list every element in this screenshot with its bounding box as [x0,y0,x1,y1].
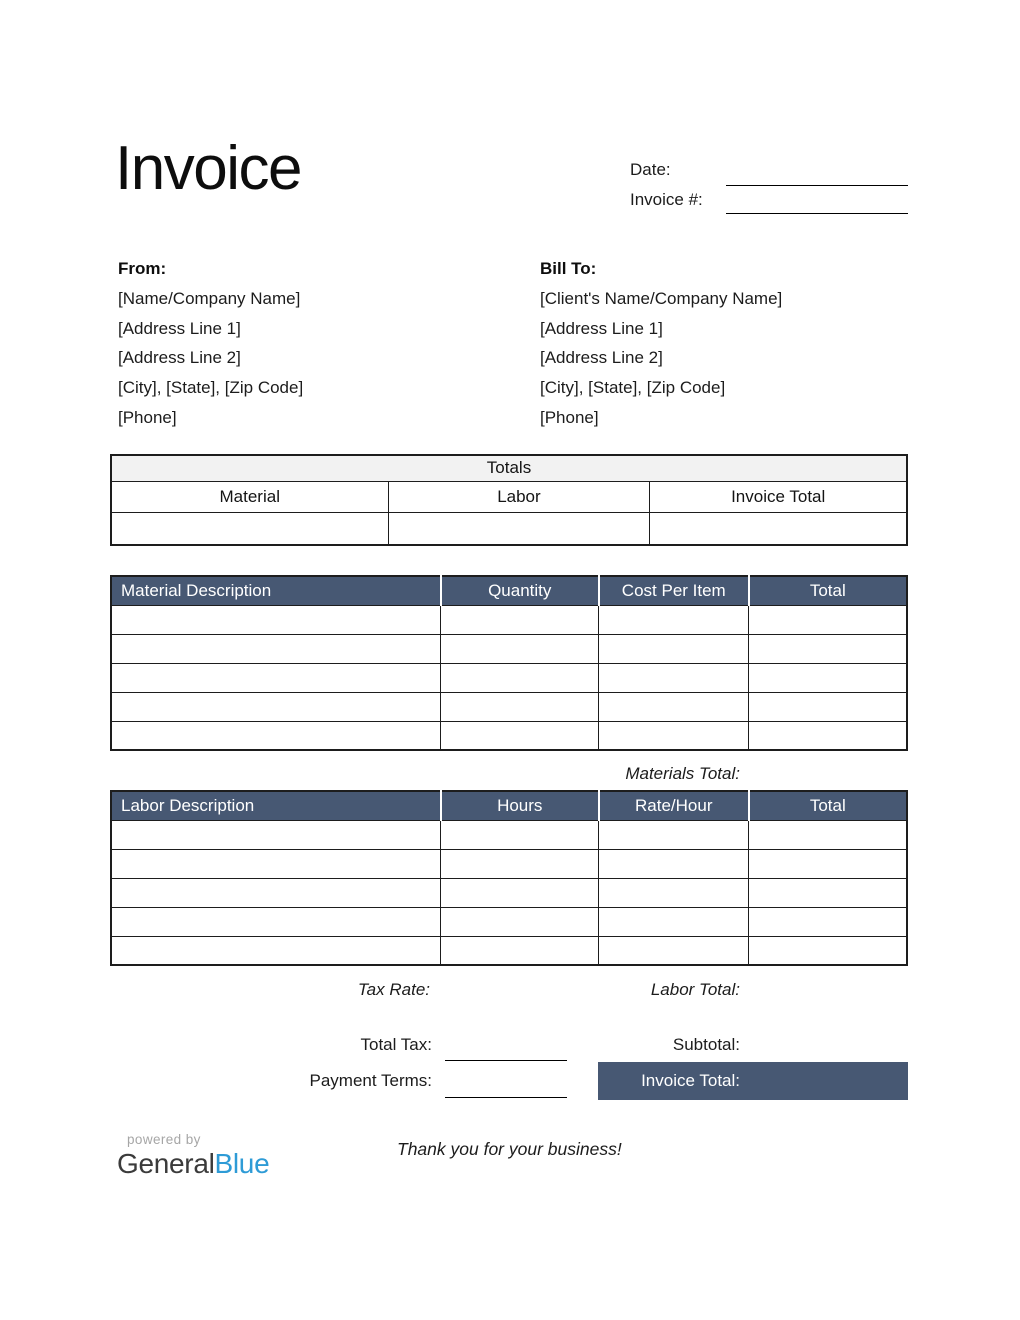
totals-value-row [111,512,907,545]
from-phone-line: [Phone] [118,407,177,427]
bill-to-section [540,254,940,433]
materials-col-total: Total [749,576,907,605]
empty-cell[interactable] [111,820,441,849]
empty-cell[interactable] [599,936,749,965]
invoice-number-input-line[interactable] [726,213,908,214]
empty-cell[interactable] [111,692,441,721]
bill-to-address2-line: [Address Line 2] [540,348,663,368]
empty-cell[interactable] [599,820,749,849]
totals-col-invoice-total: Invoice Total [650,481,907,512]
materials-total-label: Materials Total: [625,764,740,783]
empty-cell[interactable] [599,634,749,663]
powered-by-text: powered by [127,1132,201,1147]
from-label: From: [118,259,167,278]
totals-header-row [111,481,907,512]
labor-col-description: Labor Description [111,791,441,820]
empty-cell[interactable] [749,849,907,878]
empty-cell[interactable] [599,605,749,634]
empty-cell[interactable] [749,634,907,663]
invoice-number-label: Invoice #: [630,190,703,209]
table-row [111,907,907,936]
empty-cell[interactable] [111,878,441,907]
labor-col-hours: Hours [441,791,599,820]
empty-cell[interactable] [749,878,907,907]
materials-col-quantity: Quantity [441,576,599,605]
table-row [111,634,907,663]
empty-cell[interactable] [441,634,599,663]
tax-rate-label: Tax Rate: [357,980,430,999]
empty-cell[interactable] [441,907,599,936]
empty-cell[interactable] [599,692,749,721]
bill-to-city-line: [City], [State], [Zip Code] [540,378,726,398]
empty-cell[interactable] [111,907,441,936]
totals-material-value[interactable] [111,512,388,545]
table-row [111,721,907,750]
invoice-total-box [598,1062,908,1100]
materials-body [111,605,907,750]
empty-cell[interactable] [441,663,599,692]
materials-col-description: Material Description [111,576,441,605]
empty-cell[interactable] [441,936,599,965]
table-row [111,605,907,634]
total-tax-input-line[interactable] [445,1060,567,1061]
brand-blue-text: Blue [214,1148,270,1179]
generalblue-logo [117,1148,269,1180]
labor-body [111,820,907,965]
table-row [111,936,907,965]
subtotal-label: Subtotal: [672,1035,740,1054]
empty-cell[interactable] [441,878,599,907]
empty-cell[interactable] [749,820,907,849]
labor-col-rate-per-hour: Rate/Hour [599,791,749,820]
payment-terms-input-line[interactable] [445,1097,567,1098]
totals-labor-value[interactable] [388,512,650,545]
empty-cell[interactable] [111,849,441,878]
brand-general-text: General [117,1148,215,1179]
invoice-total-label: Invoice Total: [641,1071,740,1090]
empty-cell[interactable] [749,663,907,692]
empty-cell[interactable] [441,849,599,878]
table-row [111,820,907,849]
table-row [111,663,907,692]
bill-to-phone-line: [Phone] [540,407,599,427]
empty-cell[interactable] [111,663,441,692]
from-address2-line: [Address Line 2] [118,348,241,368]
materials-table [110,575,908,751]
page-title: Invoice [115,134,301,203]
bill-to-label: Bill To: [540,259,597,278]
empty-cell[interactable] [441,692,599,721]
labor-col-total: Total [749,791,907,820]
empty-cell[interactable] [111,605,441,634]
bill-to-address1-line: [Address Line 1] [540,318,663,338]
labor-table [110,790,908,966]
empty-cell[interactable] [749,605,907,634]
from-section [118,254,508,433]
empty-cell[interactable] [111,634,441,663]
empty-cell[interactable] [599,721,749,750]
materials-col-cost-per-item: Cost Per Item [599,576,749,605]
empty-cell[interactable] [749,936,907,965]
totals-title: Totals [111,455,907,481]
bill-to-name-line: [Client's Name/Company Name] [540,288,783,308]
from-city-line: [City], [State], [Zip Code] [118,378,304,398]
thank-you-message: Thank you for your business! [397,1139,622,1159]
totals-table [110,454,908,546]
date-input-line[interactable] [726,185,908,186]
empty-cell[interactable] [111,936,441,965]
labor-header-row [111,791,907,820]
empty-cell[interactable] [441,605,599,634]
empty-cell[interactable] [599,663,749,692]
table-row [111,878,907,907]
empty-cell[interactable] [749,692,907,721]
materials-header-row [111,576,907,605]
payment-terms-label: Payment Terms: [309,1071,432,1090]
empty-cell[interactable] [749,721,907,750]
totals-col-material: Material [111,481,388,512]
from-address1-line: [Address Line 1] [118,318,241,338]
empty-cell[interactable] [441,820,599,849]
totals-col-labor: Labor [388,481,650,512]
table-row [111,849,907,878]
total-tax-label: Total Tax: [360,1035,432,1054]
totals-invoice-total-value[interactable] [650,512,907,545]
table-row [111,692,907,721]
empty-cell[interactable] [599,849,749,878]
empty-cell[interactable] [749,907,907,936]
from-name-line: [Name/Company Name] [118,288,301,308]
date-label: Date: [630,160,671,179]
empty-cell[interactable] [599,907,749,936]
empty-cell[interactable] [599,878,749,907]
labor-total-label: Labor Total: [650,980,740,999]
empty-cell[interactable] [111,721,441,750]
totals-title-row [111,455,907,481]
empty-cell[interactable] [441,721,599,750]
